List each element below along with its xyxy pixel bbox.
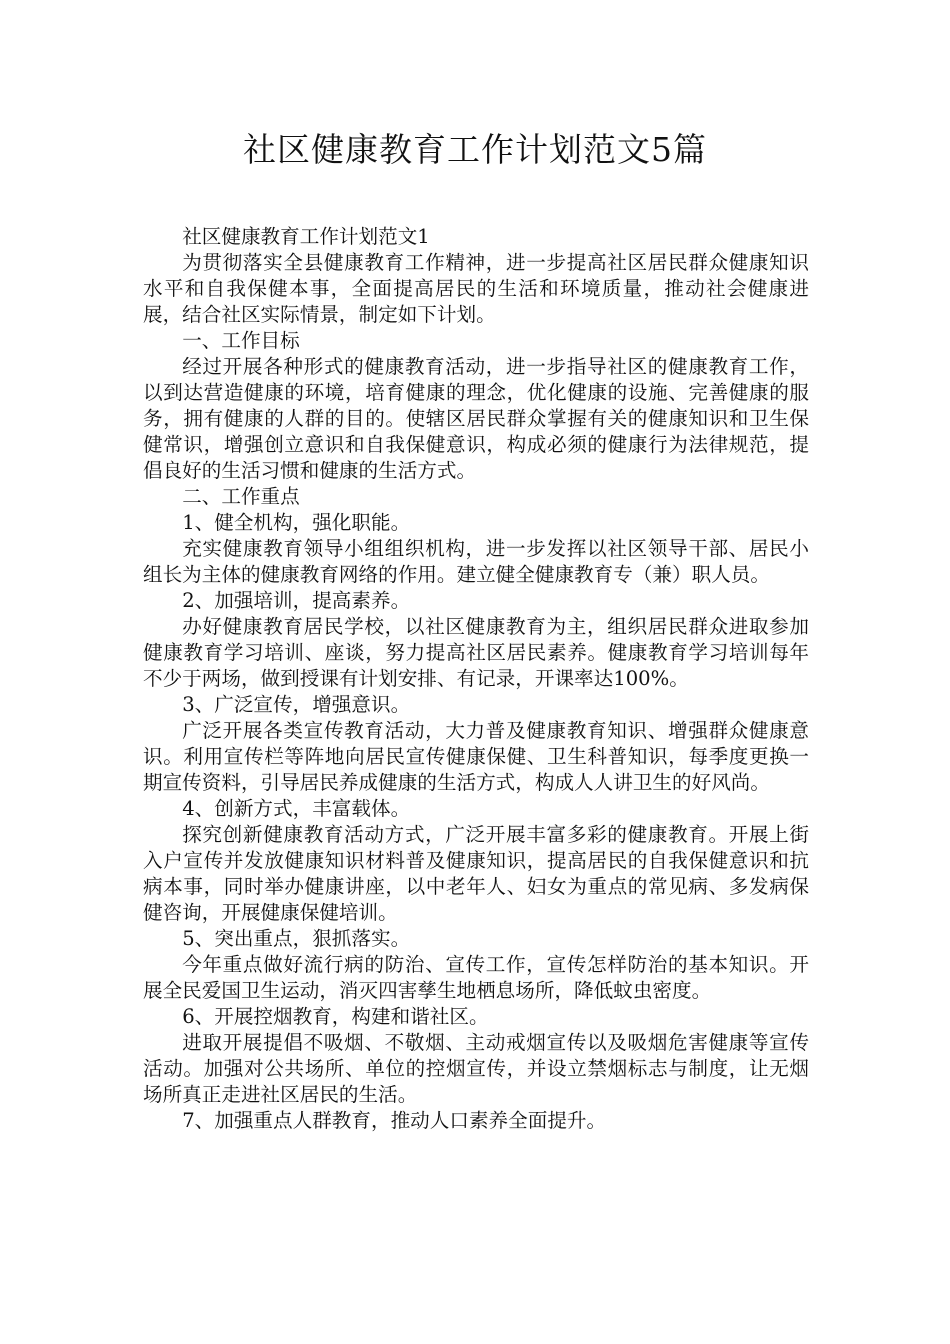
paragraph: 今年重点做好流行病的防治、宣传工作，宣传怎样防治的基本知识。开展全民爱国卫生运动，消灭四害孳生地栖息场所，降低蚊虫密度。 [143, 953, 809, 1002]
paragraph: 进取开展提倡不吸烟、不敬烟、主动戒烟宣传以及吸烟危害健康等宣传活动。加强对公共场所、单位的控烟宣传，并设立禁烟标志与制度，让无烟场所真正走进社区居民的生活。 [143, 1031, 809, 1106]
subsection-heading: 4、创新方式，丰富载体。 [182, 797, 411, 820]
paragraph: 为贯彻落实全县健康教育工作精神，进一步提高社区居民群众健康知识水平和自我保健本事，全面提高居民的生活和环境质量，推动社会健康进展，结合社区实际情景，制定如下计划。 [143, 251, 809, 326]
subsection-heading: 7、加强重点人群教育，推动人口素养全面提升。 [182, 1109, 607, 1132]
document-body [143, 224, 809, 1134]
paragraph: 广泛开展各类宣传教育活动，大力普及健康教育知识、增强群众健康意识。利用宣传栏等阵地向居民宣传健康保健、卫生科普知识，每季度更换一期宣传资料，引导居民养成健康的生活方式，构成人人讲卫生的好风尚。 [143, 719, 809, 794]
paragraph: 办好健康教育居民学校，以社区健康教育为主，组织居民群众进取参加健康教育学习培训、座谈，努力提高社区居民素养。健康教育学习培训每年不少于两场，做到授课有计划安排、有记录，开课率达100%。 [143, 615, 809, 690]
subsection-heading: 3、广泛宣传，增强意识。 [182, 693, 411, 716]
paragraph: 充实健康教育领导小组组织机构，进一步发挥以社区领导干部、居民小组长为主体的健康教育网络的作用。建立健全健康教育专（兼）职人员。 [143, 537, 809, 586]
section-heading: 社区健康教育工作计划范文1 [182, 225, 430, 248]
subsection-heading: 2、加强培训，提高素养。 [182, 589, 411, 612]
paragraph: 经过开展各种形式的健康教育活动，进一步指导社区的健康教育工作，以到达营造健康的环境，培育健康的理念，优化健康的设施、完善健康的服务，拥有健康的人群的目的。使辖区居民群众掌握有关的健康知识和卫生保健常识，增强创立意识和自我保健意识，构成必须的健康行为法律规范，提倡良好的生活习惯和健康的生活方式。 [143, 355, 809, 482]
section-heading: 二、工作重点 [182, 485, 300, 508]
document-title: 社区健康教育工作计划范文5篇 [243, 130, 707, 169]
subsection-heading: 5、突出重点，狠抓落实。 [182, 927, 411, 950]
paragraph: 探究创新健康教育活动方式，广泛开展丰富多彩的健康教育。开展上街入户宣传并发放健康知识材料普及健康知识，提高居民的自我保健意识和抗病本事，同时举办健康讲座，以中老年人、妇女为重点的常见病、多发病保健咨询，开展健康保健培训。 [143, 823, 809, 924]
subsection-heading: 6、开展控烟教育，构建和谐社区。 [182, 1005, 489, 1028]
subsection-heading: 1、健全机构，强化职能。 [182, 511, 411, 534]
section-heading: 一、工作目标 [182, 329, 300, 352]
